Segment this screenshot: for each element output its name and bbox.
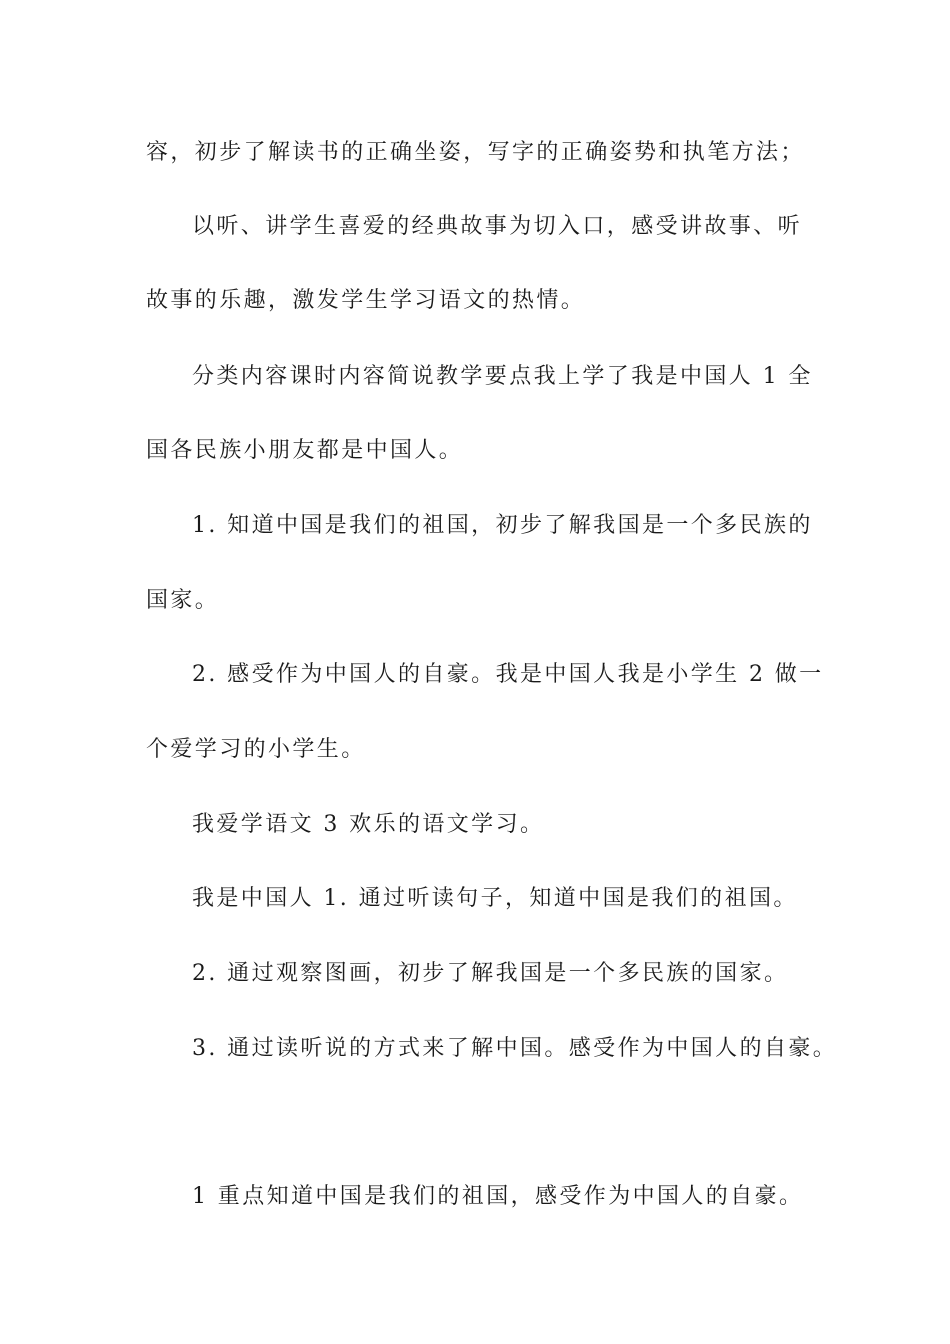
text-line-2: 以听、讲学生喜爱的经典故事为切入口，感受讲故事、听 (192, 214, 803, 239)
text-line-8: 2. 感受作为中国人的自豪。我是中国人我是小学生 2 做一 (192, 662, 824, 687)
text-line-11: 我是中国人 1. 通过听读句子，知道中国是我们的祖国。 (192, 886, 798, 911)
text-line-13: 3. 通过读听说的方式来了解中国。感受作为中国人的自豪。 (192, 1036, 838, 1061)
text-line-14: 1 重点知道中国是我们的祖国，感受作为中国人的自豪。 (192, 1184, 804, 1209)
text-line-10: 我爱学语文 3 欢乐的语文学习。 (192, 812, 545, 837)
text-line-3: 故事的乐趣，激发学生学习语文的热情。 (146, 288, 586, 313)
text-line-4: 分类内容课时内容简说教学要点我上学了我是中国人 1 全 (192, 364, 813, 389)
text-line-9: 个爱学习的小学生。 (146, 737, 366, 762)
text-line-12: 2. 通过观察图画，初步了解我国是一个多民族的国家。 (192, 961, 789, 986)
text-line-1: 容，初步了解读书的正确坐姿，写字的正确姿势和执笔方法； (146, 140, 805, 165)
text-line-7: 国家。 (146, 588, 220, 613)
text-line-5: 国各民族小朋友都是中国人。 (146, 438, 464, 463)
text-line-6: 1. 知道中国是我们的祖国，初步了解我国是一个多民族的 (192, 513, 813, 538)
